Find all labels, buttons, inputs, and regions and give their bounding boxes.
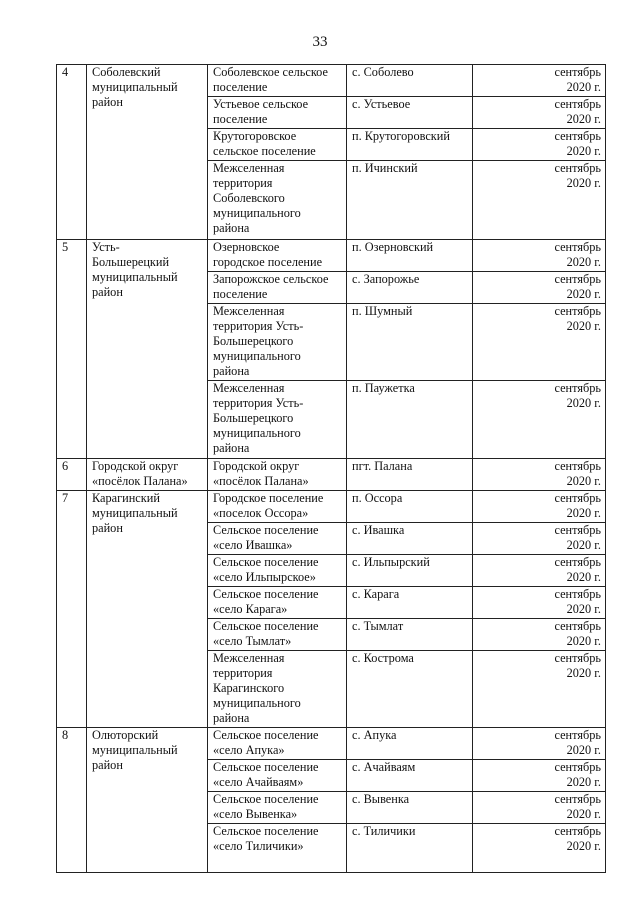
settlements-table (56, 64, 606, 873)
deadline-date: сентябрь 2020 г. (473, 272, 606, 304)
admin-center: с. Запорожье (347, 272, 473, 304)
table-row (57, 65, 606, 97)
deadline-date: сентябрь 2020 г. (473, 381, 606, 459)
admin-center: п. Оссора (347, 491, 473, 523)
settlement-name: Сельское поселение «село Апука» (208, 728, 347, 760)
settlement-name: Соболевское сельское поселение (208, 65, 347, 97)
settlement-name: Межселенная территория Карагинского муниципального района (208, 651, 347, 728)
settlement-name: Межселенная территория Усть- Большерецкого муниципального района (208, 304, 347, 381)
table-row (57, 491, 606, 523)
row-number: 6 (57, 459, 87, 491)
admin-center: пгт. Палана (347, 459, 473, 491)
district-name: Карагинский муниципальный район (87, 491, 208, 728)
admin-center: с. Тымлат (347, 619, 473, 651)
settlement-name: Сельское поселение «село Карага» (208, 587, 347, 619)
admin-center: с. Ильпырский (347, 555, 473, 587)
admin-center: с. Ивашка (347, 523, 473, 555)
district-name: Усть- Большерецкий муниципальный район (87, 240, 208, 459)
admin-center: п. Крутогоровский (347, 129, 473, 161)
admin-center: п. Паужетка (347, 381, 473, 459)
row-number: 4 (57, 65, 87, 240)
settlement-name: Сельское поселение «село Ивашка» (208, 523, 347, 555)
admin-center: с. Соболево (347, 65, 473, 97)
row-number: 8 (57, 728, 87, 873)
admin-center: п. Шумный (347, 304, 473, 381)
deadline-date: сентябрь 2020 г. (473, 491, 606, 523)
admin-center: с. Карага (347, 587, 473, 619)
settlement-name: Сельское поселение «село Ильпырское» (208, 555, 347, 587)
admin-center: п. Озерновский (347, 240, 473, 272)
admin-center: с. Ачайваям (347, 760, 473, 792)
district-name: Соболевский муниципальный район (87, 65, 208, 240)
deadline-date: сентябрь 2020 г. (473, 523, 606, 555)
admin-center: с. Вывенка (347, 792, 473, 824)
table-row (57, 459, 606, 491)
deadline-date: сентябрь 2020 г. (473, 728, 606, 760)
settlement-name: Межселенная территория Усть- Большерецкого муниципального района (208, 381, 347, 459)
deadline-date: сентябрь 2020 г. (473, 555, 606, 587)
settlement-name: Сельское поселение «село Ачайваям» (208, 760, 347, 792)
deadline-date: сентябрь 2020 г. (473, 824, 606, 873)
page-number: 33 (312, 34, 328, 50)
district-name: Городской округ «посёлок Палана» (87, 459, 208, 491)
row-number: 7 (57, 491, 87, 728)
deadline-date: сентябрь 2020 г. (473, 65, 606, 97)
deadline-date: сентябрь 2020 г. (473, 240, 606, 272)
deadline-date: сентябрь 2020 г. (473, 129, 606, 161)
settlement-name: Запорожское сельское поселение (208, 272, 347, 304)
deadline-date: сентябрь 2020 г. (473, 760, 606, 792)
settlement-name: Крутогоровское сельское поселение (208, 129, 347, 161)
admin-center: с. Апука (347, 728, 473, 760)
admin-center: с. Устьевое (347, 97, 473, 129)
admin-center: с. Кострома (347, 651, 473, 728)
admin-center: с. Тиличики (347, 824, 473, 873)
settlement-name: Озерновское городское поселение (208, 240, 347, 272)
row-number: 5 (57, 240, 87, 459)
deadline-date: сентябрь 2020 г. (473, 587, 606, 619)
settlement-name: Сельское поселение «село Тиличики» (208, 824, 347, 873)
settlement-name: Сельское поселение «село Вывенка» (208, 792, 347, 824)
settlement-name: Устьевое сельское поселение (208, 97, 347, 129)
table-row (57, 240, 606, 272)
settlement-name: Межселенная территория Соболевского муниципального района (208, 161, 347, 240)
settlement-name: Городское поселение «поселок Оссора» (208, 491, 347, 523)
district-name: Олюторский муниципальный район (87, 728, 208, 873)
deadline-date: сентябрь 2020 г. (473, 304, 606, 381)
deadline-date: сентябрь 2020 г. (473, 459, 606, 491)
settlement-name: Сельское поселение «село Тымлат» (208, 619, 347, 651)
settlement-name: Городской округ «посёлок Палана» (208, 459, 347, 491)
deadline-date: сентябрь 2020 г. (473, 619, 606, 651)
deadline-date: сентябрь 2020 г. (473, 161, 606, 240)
table-row (57, 728, 606, 760)
admin-center: п. Ичинский (347, 161, 473, 240)
deadline-date: сентябрь 2020 г. (473, 651, 606, 728)
table-body (57, 65, 606, 873)
deadline-date: сентябрь 2020 г. (473, 792, 606, 824)
deadline-date: сентябрь 2020 г. (473, 97, 606, 129)
